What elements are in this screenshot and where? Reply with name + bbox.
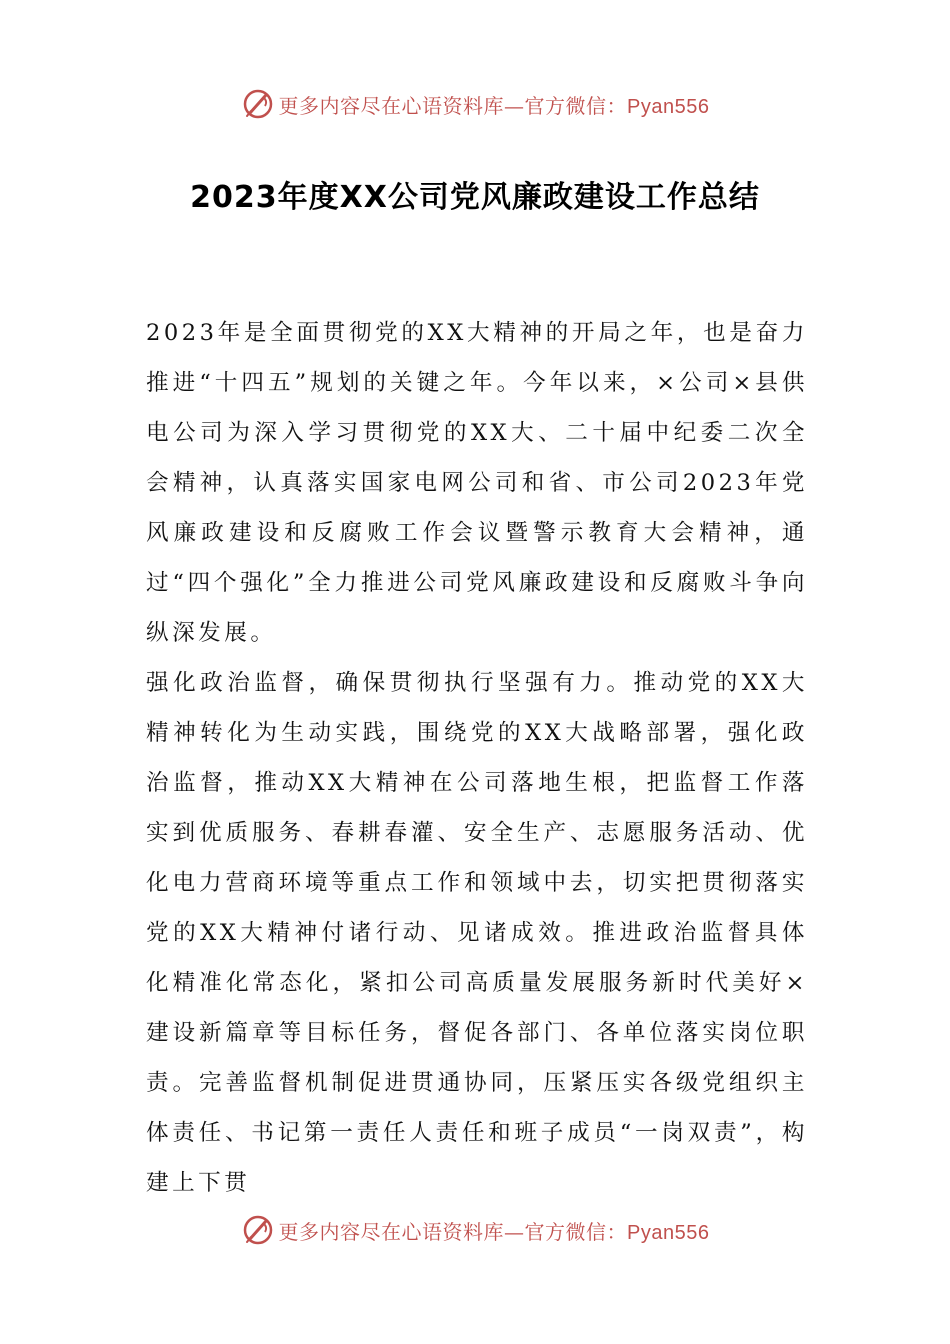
- document-body: [146, 308, 808, 1208]
- header-watermark-text: [279, 90, 710, 119]
- footer-watermark-text: [279, 1216, 710, 1245]
- header-watermark-banner: [0, 84, 950, 124]
- document-title: 2023年度XX公司党风廉政建设工作总结: [190, 180, 760, 215]
- paragraph-political-supervision: 强化政治监督，确保贯彻执行坚强有力。推动党的XX大精神转化为生动实践，围绕党的XX大战略部署，强化政治监督，推动XX大精神在公司落地生根，把监督工作落实到优质服务、春耕春灌、安全生产、志愿服务活动、优化电力营商环境等重点工作和领域中去，切实把贯彻落实党的XX大精神付诸行动、见诸成效。推进政治监督具体化精准化常态化，紧扣公司高质量发展服务新时代美好×建设新篇章等目标任务，督促各部门、各单位落实岗位职责。完善监督机制促进贯通协同，压紧压实各级党组织主体责任、书记第一责任人责任和班子成员“一岗双责”，构建上下贯: [146, 670, 808, 1196]
- footer-wechat-account: Pyan556: [627, 1221, 710, 1244]
- header-watermark-label: 更多内容尽在心语资料库—官方微信：: [278, 93, 628, 118]
- pen-logo-icon: [241, 1213, 275, 1247]
- header-wechat-account: Pyan556: [627, 95, 710, 118]
- footer-watermark-banner: [0, 1210, 950, 1250]
- paragraph-intro: 2023年是全面贯彻党的XX大精神的开局之年，也是奋力推进“十四五”规划的关键之年。今年以来，×公司×县供电公司为深入学习贯彻党的XX大、二十届中纪委二次全会精神，认真落实国家电网公司和省、市公司2023年党风廉政建设和反腐败工作会议暨警示教育大会精神，通过“四个强化”全力推进公司党风廉政建设和反腐败斗争向纵深发展。: [146, 320, 808, 646]
- pen-logo-icon: [241, 87, 275, 121]
- footer-watermark-label: 更多内容尽在心语资料库—官方微信：: [278, 1219, 628, 1244]
